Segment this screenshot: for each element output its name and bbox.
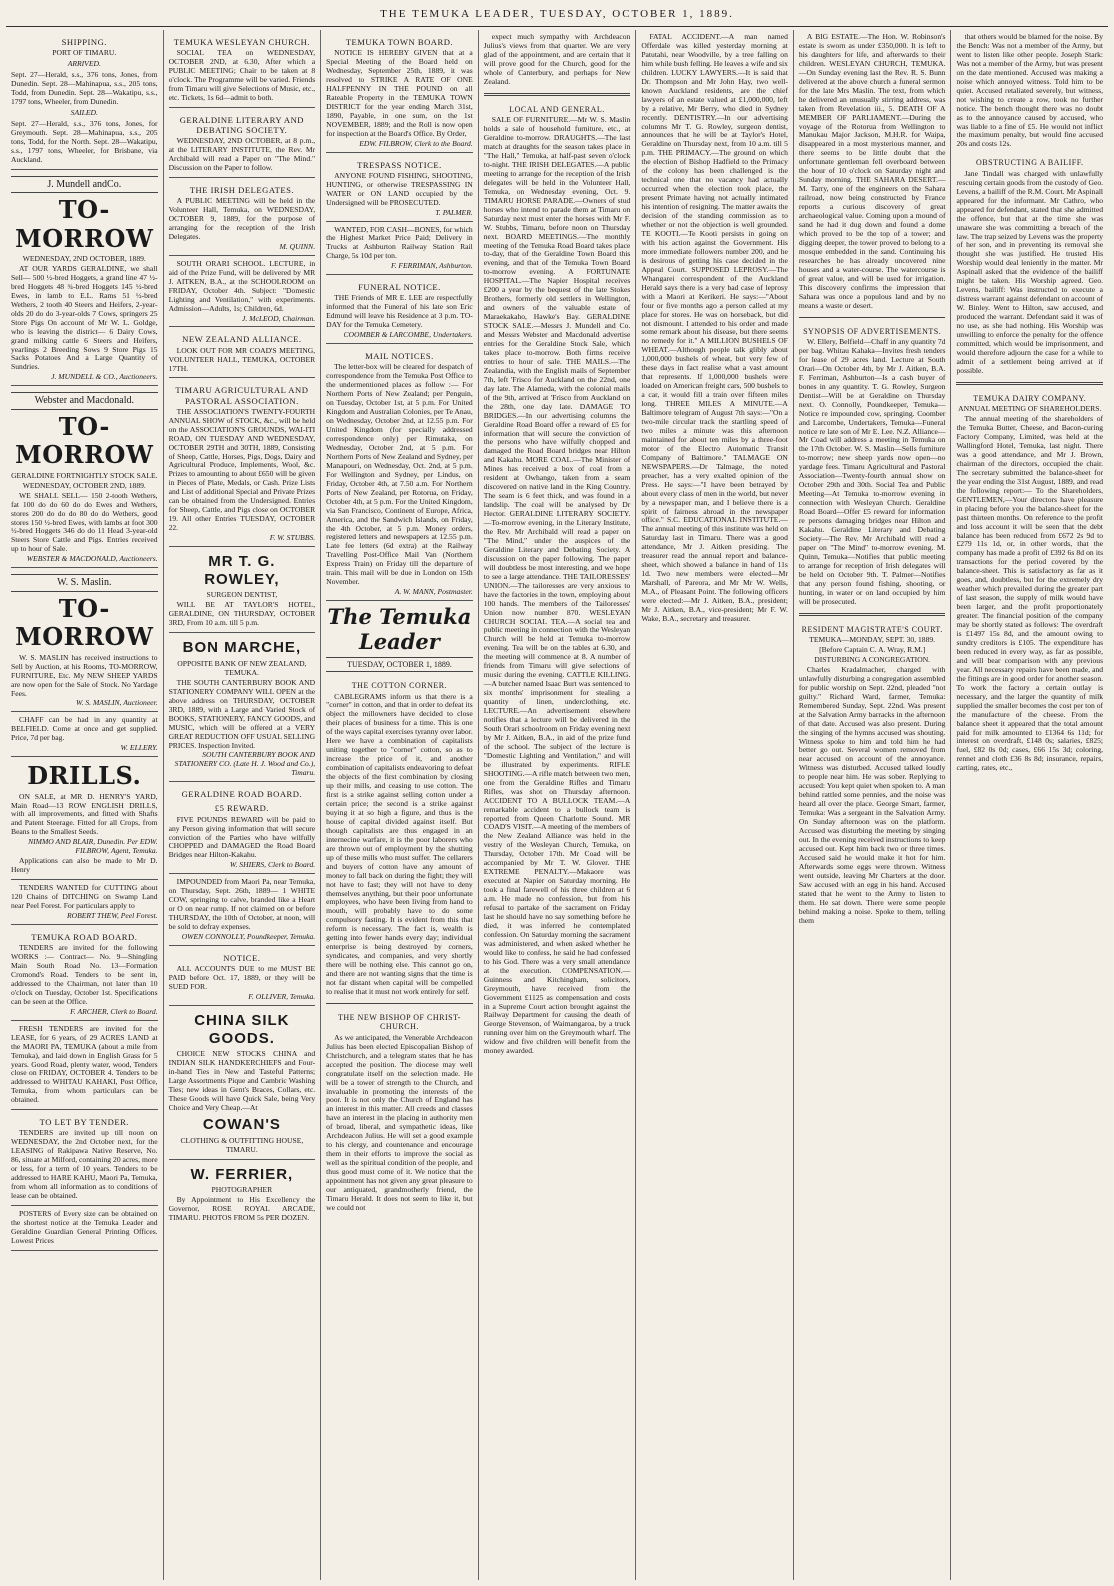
road-board-ad xyxy=(11,925,158,1021)
silk-heading: CHINA SILK GOODS. xyxy=(194,1011,290,1047)
column-7 xyxy=(951,30,1108,1580)
cowan-heading: COWAN'S xyxy=(202,1116,281,1133)
bon-marche-ad xyxy=(169,633,316,782)
mundell-ad xyxy=(11,170,158,387)
wesleyan-ad xyxy=(169,30,316,108)
tomorrow-sub-2: GERALDINE FORTNIGHTLY STOCK SALE. xyxy=(11,470,158,480)
road-board-heading: TEMUKA ROAD BOARD. xyxy=(31,931,138,942)
rm-court-heading: RESIDENT MAGISTRATE'S COURT. xyxy=(801,624,943,634)
column-2 xyxy=(164,30,322,1580)
webster-sig: WEBSTER & MACDONALD, Auctioneers. xyxy=(26,554,158,564)
arrived-text: Sept. 27—Herald, s.s., 376 tons, Jones, from Dunedin. Sept. 28—Mahinapua, s.s., 205 tons, Todd, from Dunedin. Sept. 28—Wakatipu, s.s., 1797 tons, Wheeler, from Dunedin. xyxy=(11,70,158,106)
orari-ad xyxy=(169,256,316,328)
town-board-text: NOTICE IS HEREBY GIVEN that at a Special Meeting of the Board held on Wednesday, September 25th, 1889, it was resolved to STRIKE A RATE OF ONE HALFPENNY IN THE POUND on all Rateable Property in the TEMUKA TOWN DISTRICT for the year ending March 31st, 1890, Payable, in one sum, on the 1st NOVEMBER, 1889; and the Roll is now open for inspection at the Board's Office. By Order, xyxy=(326,48,473,138)
cotton-article xyxy=(326,675,473,1000)
rm-court-text: Charles Kradalmacher, charged with unlawfully disturbing a congregation assembled for public worship on Sept. 22nd, pleaded "not guilty." Richard Ward, farmer, Temuka: Remembered Sunday, Sept. 22nd. Was present at the Salvation Army barracks in the afternoon of that date. Accused was also present. During the singing of the hymns accused was shouting. Witness spoke to him and told him he had better go out. Several women removed from near accused on account of the annoyance. Witness was disturbed. Accused talked loudly to people near him. He was sober. Replying to accused: You kept quiet when spoken to. A man behind rattled some pennies, and the noise was heard all over the place. George Smart, farmer, Temuka: Was a sergeant in the Salvation Army. On Sunday afternoon was on the platform. Accused was disturbing the meeting by singing out. In the evening received instructions to keep accused out. Kept him back two or three times. Accused said he would make it hot for him. Afterwards some eggs were thrown. Witness went outside, leaving Mr Charters at the door. Saw accused with an egg in his hand. Accused stated that he went to the Army to listen to them. He sat down. There were some people behind making a noise. Spoke to them, telling them xyxy=(798,664,946,925)
divider xyxy=(484,93,631,96)
literary-heading: GERALDINE LITERARY AND DEBATING SOCIETY. xyxy=(179,114,305,135)
mail-text: The letter-box will be cleared for despatch of correspondence from the Temuka Post Office to the undermentioned places as follow :— For Northern Ports of New Zealand; per Penguin, on Tuesday, October 1st, at 5 p.m. For United Kingdom and Australian Colonies, per Te Anau, on Wednesday, October 2nd, at 12.55 p.m. For United Kingdom (for specially addressed correspondence only) per Rimutaka, on Wednesday, October 2nd, at 5 p.m. For Northern Ports of New Zealand and Sydney, per Manapouri, on Wednesday, Oct. 2nd, at 5 p.m. For Wellington and Sydney, per Lindus, on Friday, October 4th, at 7.50 a.m. For Northern Ports of New Zealand, per Rotorua, on Friday, October 4th, at 5 p.m. For the United Kingdom, via San Francisco, Continent of Europe, Africa, America, and the Sandwich Islands, on Friday, the 4th October, at 5 p.m. Money orders, registered letters and newspapers at 12.55 p.m. Late fee letters (6d extra) at the Railway Travelling Post-Office Mail Van (Northern Express Train) on Friday till the departure of train. This mail will be due in London on 15th November. xyxy=(326,362,473,587)
mundell-banner: J. Mundell andCo. xyxy=(11,176,158,194)
bon-marche-sub: OPPOSITE BANK OF NEW ZEALAND, TEMUKA. xyxy=(177,658,307,677)
drills-sig: NIMMO AND BLAIR, Dunedin. Per EDW. FILBROW, Agent, Temuka. xyxy=(28,837,158,856)
posters-text: POSTERS of Every size can be obtained on the shortest notice at the Temuka Leader and Geraldine Guardian General Printing Offices. Lowest Prices xyxy=(11,1209,158,1245)
drills-heading: DRILLS. xyxy=(27,761,142,791)
local-general-heading: LOCAL AND GENERAL. xyxy=(509,104,605,114)
irish-ad xyxy=(169,178,316,256)
ferrier-ad xyxy=(169,1160,316,1228)
divider xyxy=(799,613,946,616)
irish-text: A PUBLIC MEETING will be held in the Volunteer Hall, Temuka, on WEDNESDAY, OCTOBER 9, 1889, for the purpose of arranging for the reception of the Irish Delegates. xyxy=(168,196,316,241)
rm-court-date: TEMUKA—MONDAY, SEPT. 30, 1889. xyxy=(809,635,936,645)
trespass-heading: TRESPASS NOTICE. xyxy=(357,159,442,170)
webster-ad xyxy=(11,386,158,568)
tomorrow-heading-1: TO-MORROW xyxy=(15,195,154,253)
rm-court-continued-text: that others would be blamed for the noise. By the Bench: Was not a member of the Army, but went to listen like other people. Joseph Stark: Was not a member of the Army, but was present on the date mentioned. Accused was making a noise which annoyed witness. Told him to be quiet. Accused retaliated severely, but witness, not wishing to create a row, took no further notice. The bench thought there was no doubt as to the annoyance caused by accused, who was liable to a fine of £5. He would not inflict the maximum penalty, but would fine accused 20s and costs 12s. xyxy=(956,32,1104,149)
tomorrow-date-2: WEDNESDAY, OCTOBER 2ND, 1889. xyxy=(22,480,146,490)
geraldine-road-heading: GERALDINE ROAD BOARD. xyxy=(181,789,303,800)
mail-ad xyxy=(326,344,473,601)
irish-sig: M. QUINN. xyxy=(279,241,316,251)
rm-court-continued xyxy=(956,30,1103,152)
town-board-sig: EDW. FILBROW, Clerk to the Board. xyxy=(359,138,473,148)
tomorrow-heading-3: TO-MORROW xyxy=(15,594,154,652)
road-board-sig: F. ARCHER, Clerk to Board. xyxy=(70,1006,158,1016)
maslin-text: W. S. MASLIN has received instructions to Sell by Auction, at his Rooms, TO-MORROW, FURNITURE, Etc. My NEW SHEEP YARDS are now open for the Sale of Stock. No Yardage Fees. xyxy=(11,652,158,698)
ferrier-sub: PHOTOGRAPHER xyxy=(211,1185,273,1195)
wanted-sig: F. FERRIMAN, Ashburton. xyxy=(390,261,473,271)
nz-alliance-ad xyxy=(169,327,316,378)
to-let-heading: TO LET BY TENDER. xyxy=(39,1117,129,1128)
maslin-banner: W. S. Maslin. xyxy=(11,574,158,592)
wesleyan-text: SOCIAL TEA on WEDNESDAY, OCTOBER 2ND, at 6.30, After which a PUBLIC MEETING; Chair to be taken at 8 o'clock. The Programme will be varied. Friends from Timaru will give Selections of Music, etc., etc. Tickets, 1s 6d—admit to both. xyxy=(168,48,316,102)
sailed-label: SAILED. xyxy=(70,107,98,117)
notice-text: ALL ACCOUNTS DUE to me MUST BE PAID before Oct. 17, 1889, or they will be SUED FOR. xyxy=(168,964,316,992)
agri-heading: TIMARU AGRICULTURAL AND PASTORAL ASSOCIATION. xyxy=(175,385,309,406)
obstructing-heading: OBSTRUCTING A BAILIFF. xyxy=(976,158,1084,168)
page-header xyxy=(0,8,1114,20)
mail-heading: MAIL NOTICES. xyxy=(365,351,434,362)
agri-ad xyxy=(169,378,316,547)
irish-heading: THE IRISH DELEGATES. xyxy=(189,184,295,195)
columns xyxy=(6,30,1108,1580)
literary-ad xyxy=(169,108,316,178)
trespass-text: ANYONE FOUND FISHING, SHOOTING, HUNTING, or otherwise TRESPASSING IN WATER or ON LAND occupied by the Undersigned will be PROSECUTED. xyxy=(326,170,473,207)
divider xyxy=(956,382,1103,385)
funeral-heading: FUNERAL NOTICE. xyxy=(358,282,441,293)
column-3 xyxy=(321,30,479,1580)
local-general xyxy=(484,99,631,1060)
notice-heading: NOTICE. xyxy=(223,953,261,963)
maslin-ad xyxy=(11,568,158,712)
drills-text: ON SALE, at MR D. HENRY'S YARD, Main Road—13 ROW ENGLISH DRILLS, with all improvements, and fitted with Shafts and Patent Steerage. Fitted for all Crops, from Beans to the Smallest Seeds. xyxy=(11,791,158,837)
arrived-label: ARRIVED. xyxy=(67,59,101,69)
column-4 xyxy=(479,30,637,1580)
bishop-heading: THE NEW BISHOP OF CHRIST-CHURCH. xyxy=(338,1012,461,1032)
town-board-ad xyxy=(326,30,473,153)
orari-sig: J. McLEOD, Chairman. xyxy=(241,313,316,323)
tomorrow-date-1: WEDNESDAY, 2ND OCTOBER, 1889. xyxy=(22,254,146,263)
paper-date: TUESDAY, OCTOBER 1, 1889. xyxy=(326,657,473,672)
shipping-section xyxy=(11,30,158,170)
tomorrow-heading-2: TO-MORROW xyxy=(15,412,154,470)
obstructing-article xyxy=(956,152,1103,378)
column-6 xyxy=(794,30,952,1580)
cotton-heading: THE COTTON CORNER. xyxy=(351,681,448,691)
column-1 xyxy=(6,30,164,1580)
synopsis xyxy=(799,321,946,610)
notice-ad xyxy=(169,946,316,1006)
local-general-text: SALE OF FURNITURE.—Mr W. S. Maslin holds a sale of household furniture, etc., at Geraldine to-morrow. DRAUGHTS.—The last match at draughts for the season takes place in "The Hall," Temuka, at half-past seven o'clock to-night. THE IRISH DELEGATES.—A public meeting to arrange for the reception of the Irish delegates will be held in the Volunteer Hall, Temuka, on Wednesday evening, Oct. 9. TIMARU HORSE PARADE.—Owners of stud horses who intend to parade them at Timaru on Saturday next must enter the horses with Mr F. W. Stubbs, Timaru, before noon on Thursday next. BOARD MEETINGS.—The monthly meeting of the Temuka Road Board takes place to-day, that of the Geraldine Town Board this evening, and that of the Temuka Town Board to-morrow evening. A FORTUNATE HOSPITAL.—The Napier Hospital receives £200 a year by the bequest of the late Stokes Brothers, formerly old settlers in Wellington, and owners of the valuable estate of Maraekakaho, Hawke's Bay. GERALDINE STOCK SALE.—Messrs J. Mundell and Co. and Messrs Webster and Macdonald advertise entries for the Geraldine Stock Sale, which takes place to-morrow. Both firms receive entries to hour of sale. THE MAILS.—The Zealandia, with the English mails of September 7th, left 'Frisco for Auckland on the 22nd, one day late. The Alameda, with the colonial mails of the 9th, arrived at 'Frisco from Auckland on the 28th, one day late. DAMAGE TO BRIDGES.—In our advertising columns the Geraldine Road Board offer a reward of £5 for information that will secure the conviction of the persons who have wilfully chopped and damaged the Road Board bridges near Hilton and Kakahu. MORE COAL.—The Minister of Mines has received a box of coal from a resident at Owhango, taken from a seam discovered on native land in the King Country. The seam is 6 feet thick, and was found in a landslip. The coal will be analysed by Dr Hector. GERALDINE LITERARY SOCIETY.—To-morrow evening, in the Literary Institute, the Rev. Mr Archibald will read a paper on "The Mind," under the auspices of the Geraldine Literary and Debating Society. A discussion on the paper following. The paper will doubtless be most interesting, and we hope to see a large attendance. THE TAILORESSES' UNION.—The tailoresses are very anxious to have the factories in the town, employing about 100 hands. The members of the Tailoresses' Union now number 870. WESLEYAN CHURCH SOCIAL TEA.—A social tea and public meeting in connection with the Wesleyan Church will be held at Temuka to-morrow evening. Tea will be on the tables at 6.30, and the meeting will commence at 8. A number of friends from Timaru will give selections of music during the evening. CATTLE KILLING.—A butcher named Isaac Burt was sentenced to six months' imprisonment for stealing a quantity of linen, underclothing, etc. LECTURE.—An advertisement elsewhere notifies that a lecture will be delivered in the South Orari schoolroom on Friday evening next by Mr J. Aitken, B.A., in aid of the prize fund of the school. The subject of the lecture is "Domestic Lighting and Ventilation," and will be illustrated by experiments. RIFLE SHOOTING.—A rifle match between two men, one from the Geraldine Rifles and Timaru Rifles, was shot on Thursday afternoon. ACCIDENT TO A BULLOCK TEAM.—A remarkable accident to a bullock team is reported from Queen Charlotte Sound. MR COAD'S VISIT.—A meeting of the members of the New Zealand Alliance was held in the vestry of the Wesleyan Church, Temuka, on Thursday, October 17th. Mr Coad will be accompanied by Mr T. W. Glover. THE EXTREME PENALTY.—Makaore was executed at Napier on Saturday morning. He took a final farewell of his three children at 6 a.m. He made no confession, but from his refusal to partake of the sacrament on Friday last he should have no say something before he died, it was inferred he contemplated confession. On Saturday morning the sacrament was administered, and when asked whether he would like to confess, he said he had confessed to his God. There was a very small attendance at the execution. COMPENSATION.—Guinness and Kitchingham, solicitors, Greymouth, have received from the Government £1125 as compensation and costs in a Supreme Court action brought against the Railway Department for causing the death of George Stevenson, of Waimangaroa, by a truck running over him on the Greymouth wharf. The widow and five children will benefit from the money awarded. xyxy=(483,115,631,1056)
chaff-sig: W. ELLERY. xyxy=(120,743,158,753)
nz-alliance-text: LOOK OUT FOR MR COAD'S MEETING, VOLUNTEER HALL, TEMUKA, OCTOBER 17TH. xyxy=(168,345,316,373)
geraldine-road-ad xyxy=(169,782,316,874)
drills-apply: Applications can also be made to Mr D. Henry xyxy=(11,856,158,875)
dairy-text: The annual meeting of the shareholders of the Temuka Butter, Cheese, and Bacon-curing Factory Company, Limited, was held at the Wallingford Hotel, Temuka, last night. There was a good attendance, and Mr J. Brown, chairman of the directors, occupied the chair. The secretary submitted the balance-sheet for the year ending the 31st August, 1889, and read the following report:— To the Shareholders, GENTLEMEN,—Your directors have pleasure in placing before you the balance-sheet for the past thirteen months. On reference to the profit and loss account it will be seen that the debt balance has been reduced from £672 2s 9d to £279 11s 1d, or, in other words, that the company has made a profit of £392 6s 8d on its transactions for the period covered by the balance-sheet. This is satisfactory as far as it goes, and, doubtless, but for the extremely dry weather which prevailed during the greater part of last season, the supply of milk would have been larger, and the profit proportionately greater. The financial position of the company may be shortly stated as follows: The overdraft is £1497 15s 8d, and the amount owing to sundry creditors is £105. The expenditure has been reduced in every way, as far as possible, and will bear comparison with any previous year. All necessary repairs have been made, and the fittings are in good order for another season. To work the factory a certain outlay is necessary, and the larger the quantity of milk supplied the smaller becomes the cost per ton of the manufacture of the cheese. From the balance sheet it appeared that the total amount paid for milk amounted to £1364 6s 11d; for interest on overdraft, £148 0s; salaries, £825; fuel, £82 0s 0d; cases, £66 15s 3d; coloring, rennet and cloth £36 8s 8d; insurance, repairs, carting, rates, etc., xyxy=(956,414,1104,773)
news-items-text: FATAL ACCIDENT.—A man named Offerdale was killed yesterday morning at Patutahi, near Woodville, by a tree falling on him while bush felling. He leaves a wife and six children. LUCKY LAWYERS.—It is said that Dr. Thompson and Mr John Hay, two well-known Auckland residents, are the chief lawyers of an estate valued at £1,000,000, left by a relative, Mr Berry, who died in Sydney recently. DENTISTRY.—In our advertising columns Mr T. G. Rowley, surgeon dentist, announces that he will be at Taylor's Hotel, Geraldine on Thursday next, from 10 a.m. till 5 p.m. THE PRIMACY.—The ground on which the election of Bishop Hadfield to the Primacy of the colony has been challenged is the technical one that no vacancy had actually occurred when the election took place, the present Primate having not actually intimated his intention of resigning. The matter awaits the decision of the standing commission as to whether or not the objection is well grounded. TE KOOTI.—Te Kooti persists in going on with his action against the Government. His more immediate followers number 200, and he is desirous of getting his case decided in the Appeal Court. SUPPOSED LEPROSY.—The Whangarei correspondent of the Auckland Herald says there is a very bad case of leprosy with a Maori at Kerikeri. He says:—"About four or five months ago a person called at my place for stores. He was on horseback, but did not dismount. I attended to his order and made some remark about his disease, but there seems no remedy for it." A MILLION BUSHELS OF WHEAT.—Although people talk glibly about 1,000,000 bushels of wheat, but very few of these days in fact realise what a vast amount that represents. If 1,000,000 bushels were loaded on American freight cars, 500 bushels to a car, it would fill a train over fifteen miles long. THREE MILES A MINUTE.—A Baltimore telegram of August 7th says:—"On a two-mile circular track the startling speed of two miles a minute was this afternoon maintained for about ten miles by a three-foot motor of the Electro Automatic Transit Company of Baltimore." TALMAGE ON NEWSPAPERS.—Dr Talmage, the noted preacher, has a very exalted opinion of the Press. He says:—"I have been betrayed by about every class of men in the world, but never by a newspaper man, and I believe there is a spirit of fairness abroad in the newspaper office." S.C. EDUCATIONAL INSTITUTE.—The annual meeting of this institute was held on Saturday last in Timaru. There was a good attendance, Mr J. Aitken presiding. The treasurer read the annual report and balance-sheet, which showed a balance in hand of 11s 1d. Two new members were elected—Mr Marshall, of Pareora, and Mr Mr W. Wells, M.A., of Pleasant Point. The following officers were elected:—Mr J. Aitken, B.A., president; Mr J. Aitken, B.A., vice-president; Mr F. W. Wake, B.A., secretary and treasurer. xyxy=(641,32,788,623)
bishop-article xyxy=(326,1007,473,1216)
agri-text: THE ASSOCIATION'S TWENTY-FOURTH ANNUAL SHOW of STOCK, &c., will be held on the ASSOCIATION'S GROUNDS, WAI-ITI ROAD, ON TUESDAY AND WEDNESDAY, OCTOBER 29TH and 30TH, 1889, Consisting of Sheep, Cattle, Horses, Pigs, Dogs, Dairy and Agricultural Produce, Implements, Wool, &c. Prizes to amounting to about £650 will be given in Pieces of Plate, Medals, or Cash. Prize Lists and List of additional Special and Private Prizes can be obtained from the Undersigned. Entries for Sheep, Cattle, and Pigs close on OCTOBER 19. All other Entries TUESDAY, OCTOBER 22. xyxy=(168,406,316,533)
news-items xyxy=(641,30,788,627)
mundell-sig: J. MUNDELL & CO., Auctioneers. xyxy=(51,372,158,382)
rm-court-before: [Before Captain C. A. Wray, R.M.] xyxy=(819,644,926,654)
impounded-text: IMPOUNDED from Maori Pa, near Temuka, on Thursday, Sept. 26th, 1889— 1 WHITE COW, springing to calve, branded like a Heart or O on near rump. If not claimed on or before THURSDAY, the 10th of October, at noon, will be sold to defray expenses. xyxy=(168,877,316,932)
funeral-sig: COOMBER & LARCOMBE, Undertakers. xyxy=(343,330,473,340)
funeral-text: THE Friends of MR E. LEE are respectfully informed that the Funeral of his late son Eric Edmund will leave his Residence at 3 p.m. TO-DAY for the Temuka Cemetery. xyxy=(326,293,473,330)
webster-banner: Webster and Macdonald. xyxy=(11,392,158,410)
shipping-port: PORT OF TIMARU. xyxy=(52,48,117,58)
synopsis-heading: SYNOPSIS OF ADVERTISEMENTS. xyxy=(803,326,942,336)
webster-text: WE SHALL SELL— 150 2-tooth Wethers, fat 100 do do 60 do do Ewes and Wethers, stores 200 do do do 80 do do Wethers, good stores 150 ½-bred Ewes, with lambs at foot 300 ½-bred Hoggets 346 do do 11 Head 3-year-old Steers Store Cattle and Pigs. Entries received up to hour of Sale. xyxy=(11,490,158,554)
fresh-tenders-ad xyxy=(11,1021,158,1111)
to-let-ad xyxy=(11,1110,158,1206)
maslin-sig: W. S. MASLIN, Auctioneer. xyxy=(75,698,158,708)
wanted-ad xyxy=(326,222,473,276)
impounded-sig: OWEN CONNOLLY, Poundkeeper, Temuka. xyxy=(181,932,316,942)
rowley-sub: SURGEON DENTIST, xyxy=(206,590,278,600)
bishop-text: As we anticipated, the Venerable Archdeacon Julius has been elected Episcopalian Bishop of Christchurch, and a telegram states that he has accepted the position. The diocese may well congratulate itself on the selection made. He will be a tower of strength to the Church, and invaluable in promoting the interests of the poor. It is not only the Church of England has an interest in this matter. All creeds and classes have an interest in the placing in authority men of broad, liberal, and sympathetic ideas, like Archdeacon Julius. He will set a good example to his clergy, and countenance and encourage them in their efforts to improve the social as well as the spiritual condition of the people, and thus good must come of it. We notice that the appointment has not given any great pleasure to our antiquated, grandmotherly friend, the Timaru Herald. It does not seem to like it, but we could not xyxy=(326,1032,473,1212)
sailed-text: Sept. 27—Herald, s.s., 376 tons, Jones, for Greymouth. Sept. 28—Mahinapua, s.s., 205 tons, Todd, for the North. Sept. 28—Wakatipu, s.s., 1797 tons, Wheeler, for Brisbane, via Auckland. xyxy=(11,118,158,164)
to-let-text: TENDERS are invited up till noon on WEDNESDAY, the 2nd October next, for the LEASING of Rakipawa Native Reserve, No. 86, situate at Milford, containing 20 acres, more or less, for a term of 10 years. Tenders to be addressed to HARE KAHU, Maori Pa, Temuka, from whom all information as to conditions of lease can be obtained. xyxy=(11,1128,158,1201)
literary-text: WEDNESDAY, 2ND OCTOBER, at 8 p.m., at the LITERARY INSTITUTE, the Rev. Mr Archibald will read a Paper on "The Mind." Discussion on the Paper to follow. xyxy=(168,136,316,172)
dairy-article xyxy=(956,388,1103,777)
column-5 xyxy=(636,30,794,1580)
ferrier-heading: W. FERRIER, xyxy=(190,1165,294,1183)
shipping-title: SHIPPING. xyxy=(61,37,107,47)
synopsis-text: W. Ellery, Belfield—Chaff in any quantity 7d per bag. Whitau Kahaka—Invites fresh tenders for lease of 29 acres land. Lecture at South Orari—On October 4th, by Mr J. Aitken, B.A. F. Ferriman, Ashburton—Is a cash buyer of bones in any quantity. T. G. Rowley, Surgeon Dentist—Will be at Geraldine on Thursday next. O. Connolly, Poundkeeper, Temuka—Notice re impounded cow, springing. Coomber and Larcombe, Undertakers, Temuka—Funeral notice re late son of Mr E. Lee. N.Z. Alliance—Mr Coad will address a meeting in Temuka on the 17th October. W. S. Maslin—Sells furniture to-morrow; new sheep yards now open—no yardage fees. Timaru Agricultural and Pastoral Association—Twenty-fourth annual show on October 29th and 30th. Social Tea and Public Meeting—At Temuka to-morrow evening in connection with Wesleyan Church. Geraldine Road Board—Offer £5 reward for information re persons damaging bridges near Hilton and Kakahu. Geraldine Literary and Debating Society—The Rev. Mr Archibald will read a paper on "The Mind" to-morrow evening. M. Quinn, Temuka—Notifies that public meeting to arrange for reception of Irish delegates will be held on October 9th. T. Palmer—Notifies that any person found fishing, shooting, or hunting, in water or on land occupied by him will be prosecuted. xyxy=(798,336,946,606)
divider xyxy=(799,317,946,318)
mundell-text: AT OUR YARDS GERALDINE, we shall Sell— 500 ½-bred Hoggets, a grand line 47 ½-bred Hoggets 48 ¾-bred Hoggets 145 ½-bred Ewes, in lamb to E.L. Rams 51 ½-bred Wethers, 2 tooth 40 Steers and Heifers, 2-year-olds 20 do do 3-year-olds 7 Cows, springers 25 Store Pigs On account of Mr W. L. Goldge, who is leaving the district— 6 Dairy Cows, grand milking cattle 6 Steers and Heifers, yearlings 2 Breeding Sows 9 Store Pigs 15 Sacks Potatoes And a Large Quantity of Sundries. xyxy=(11,263,158,372)
chaff-text: CHAFF can be had in any quantity at BELFIELD. Come at once and get supplied. Price, 7d per bag. xyxy=(11,715,158,743)
nz-alliance-heading: NEW ZEALAND ALLIANCE. xyxy=(182,334,302,345)
paper-title: The Temuka Leader xyxy=(327,604,472,654)
notice-sig: F. OLLIVER, Temuka. xyxy=(248,992,316,1001)
drills-ad xyxy=(11,757,158,880)
fresh-tenders-text: FRESH TENDERS are invited for the LEASE, for 6 years, of 29 ACRES LAND at the MAORI PA, TEMUKA (about a mile from Temuka), and laid down in English Grass for 5 years. Good Road, plenty water, wood, Tenders close on FRIDAY, OCTOBER 4. Tenders to be addressed to WHITAU KAHAKI, Post Office, Temuka, from whom particulars can be obtained. xyxy=(11,1023,158,1105)
cowan-sub: CLOTHING & OUTFITTING HOUSE, TIMARU. xyxy=(180,1135,304,1154)
rm-court xyxy=(799,619,946,929)
trespass-ad xyxy=(326,153,473,222)
reward-heading: £5 REWARD. xyxy=(214,803,269,814)
dairy-sub: ANNUAL MEETING OF SHAREHOLDERS. xyxy=(958,404,1102,414)
bishop-continued xyxy=(484,30,631,90)
agri-sig: F. W. STUBBS. xyxy=(269,533,316,543)
cotton-text: CABLEGRAMS inform us that there is a "corner" in cotton, and that in order to defeat its object the millowners have decided to close their places of business for a time. This is one of the ways capital exercises tyranny over labor. Here we have a combination of capitalists uniting together to "corner" cotton, so as to increase the price of it, and another combination of capitalists endeavoring to defeat the objects of the first combination by closing up their mills, and ceasing to use cotton. The first is a strike against selling cotton under a certain price; the second is a strike against buying it at so high a figure, and thus is the house of capital divided against itself. But though capitalists are thus engaged in an internecine warfare, it is the poor laborers who are thrown out of employment by the shutting up of these mills who must suffer. The cellarers and buyers of cotton have any amount of money to fall back on during the fight; they will not have to fast; they will not have to deny themselves anything, but their poor unfortunate employees, who have been living from hand to mouth, will probably have to do some compulsory fasting. It is evident from this that reform is necessary. The fact is, wealth is getting into fewer hands every day; individual enterprise is being destroyed by corners, syndicates, and companies, and very shortly there will be nothing else. This cannot go on, and there are not wanting signs that the time is not far distant when capital will be compelled to realise that it must not work entirely for self. xyxy=(326,691,473,996)
rm-court-sub: DISTURBING A CONGREGATION. xyxy=(814,654,931,664)
funeral-ad xyxy=(326,275,473,344)
reward-text: FIVE POUNDS REWARD will be paid to any Person giving information that will secure conviction of the Parties who have wilfully CHOPPED and DAMAGED the Road Board Bridges near Hilton-Kakahu. xyxy=(168,814,316,860)
posters-ad xyxy=(11,1206,158,1251)
news-items-2 xyxy=(799,30,946,314)
header-rule xyxy=(6,26,1108,27)
road-board-text: TENDERS are invited for the following WORKS :— Contract— No. 9—Shingling Main South Road No. 13—Formation Cromond's Road. Tenders to be sent in, addressed to the Chairman, not later than 10 o'clock on Tuesday, October 1st. Specifications can be seen at the Office. xyxy=(11,943,158,1006)
reward-sig: W. SHIERS, Clerk to Board. xyxy=(229,860,316,870)
silk-ad xyxy=(169,1006,316,1160)
tenders-ditching-sig: ROBERT THEW, Peel Forest. xyxy=(66,911,158,920)
orari-text: SOUTH ORARI SCHOOL. LECTURE, in aid of the Prize Fund, will be delivered by MR J. AITKEN, B.A., at the SCHOOLROOM on FRIDAY, October 4th. Subject: "Domestic Lighting and Ventilation," with experiments. Admission—Adults, 1s; Children, 6d. xyxy=(168,258,316,313)
ferrier-text: By Appointment to His Excellency the Governor, ROSE ROYAL ARCADE, TIMARU. PHOTOS FROM 5s PER DOZEN. xyxy=(168,1195,316,1223)
divider xyxy=(326,1003,473,1004)
chaff-ad xyxy=(11,712,158,757)
rowley-ad xyxy=(169,547,316,633)
tenders-ditching-text: TENDERS WANTED for CUTTING about 120 Chains of DITCHING on Swamp Land near Peel Forest. For particulars apply to xyxy=(11,883,158,911)
bon-marche-sig: SOUTH CANTERBURY BOOK AND STATIONERY CO. (Late H. J. Wood and Co.), Timaru. xyxy=(174,750,316,778)
mail-sig: A. W. MANN, Postmaster. xyxy=(394,587,473,597)
silk-text: CHOICE NEW STOCKS CHINA and INDIAN SILK HANDKERCHIEFS and Four-in-hand Ties in New and Tasteful Patterns; Large Assortments Pique and Cambric Washing Ties; new ideas in Gent's Braces, Collars, etc. These Goods will have Quick Sale, being Very Choice and Very Cheap.—At xyxy=(168,1049,316,1113)
town-board-heading: TEMUKA TOWN BOARD. xyxy=(345,37,454,47)
wesleyan-heading: TEMUKA WESLEYAN CHURCH. xyxy=(173,37,310,47)
impounded-ad xyxy=(169,874,316,946)
bishop-continued-text: expect much sympathy with Archdeacon Julius's views from that quarter. We are very glad of the appointment, and are certain that it will prove good for the Church, good for the whole of Canterbury, and perhaps for New Zealand. xyxy=(483,32,631,86)
dairy-heading: TEMUKA DAIRY COMPANY. xyxy=(973,393,1087,403)
trespass-sig: T. PALMER. xyxy=(435,207,473,217)
wanted-text: WANTED, FOR CASH—BONES, for which the Highest Market Price Paid; Delivery in Trucks at Ashburton Railway Station Rail Charge, 5s 10d per ton. xyxy=(326,224,473,261)
rowley-text: WILL BE AT TAYLOR'S HOTEL, GERALDINE, ON THURSDAY, OCTOBER 3RD, From 10 a.m. till 5 p.m. xyxy=(168,600,316,628)
rowley-heading: MR T. G. ROWLEY, xyxy=(204,553,280,588)
obstructing-text: Jane Tindall was charged with unlawfully rescuing certain goods from the custody of Geo. Levens, a bailiff of the R.M. Court. Mr Aspinall appeared for the informant. Mr Cathro, who appeared for defendant, stated that she admitted the offence, but that at the time she was unaware she was committing a breach of the law. The trap seized by Levens was the property of her son, and in preventing its removal she thought she was justified. He trusted His Worship would deal leniently in the matter. Mr Aspinall asked that the evidence of the bailiff might be taken. His Worship agreed. Geo. Levens, bailiff: Was instructed to execute a distress warrant against defendant on account of W. Binley. Went to Hilton, saw accused, and produced the warrant. Defendant said it was of no use, as she had nothing. His Worship was unwilling to enforce the penalty for the offence committed, which would be imprisonment, and would therefore adjourn the case for a while to admit of a settlement being arrived at if possible. xyxy=(956,168,1104,375)
bon-marche-heading: BON MARCHE, xyxy=(182,639,302,657)
header-title: THE TEMUKA LEADER, TUESDAY, OCTOBER 1, 1889. xyxy=(380,8,734,20)
news-items-2-text: A BIG ESTATE.—The Hon. W. Robinson's estate is sworn as under £350,000. It is left to his daughters for life, and afterwards to their children. WESLEYAN CHURCH, TEMUKA.—On Sunday evening last the Rev. R. S. Bunn delivered at the above church a funeral sermon for the late Mrs Maslin. The text, from which he delivered an unusually stirring address, was taken from Revelation iii., 5. DEATH OF A MEMBER OF PARLIAMENT.—During the voyage of the Rotorua from Wellington to Manukau Major Jackson, M.H.R. for Waipa, disappeared in a most mysterious manner, and there seems to be little doubt that the unfortunate gentleman fell overboard between the hour of 10 o'clock on Saturday night and Sunday morning. THE SAHARA DESERT.—M. Tarry, one of the engineers on the Sahara railroad, now being constructed by France reports a curious discovery of great archaeological value. Coming upon a mound of sand he had it dug down and found a dome which proved to be the top of a tower; and digging deeper, the tower proved to belong to a mosque embedded in the sand. Continuing his researches he has already uncovered nine houses and a water-course. The watercourse is of great value, and will be used for irrigation. This discovery confirms the impression that Sahara was once a populous land and by no means a waste or desert. xyxy=(798,32,946,310)
bon-marche-text: THE SOUTH CANTERBURY BOOK AND STATIONERY COMPANY WILL OPEN at the above address on THURSDAY, OCTOBER 3RD, 1889, with a Large and Varied Stock of BOOKS, STATIONERY, FANCY GOODS, and MUSIC, which will be offered at a VERY GREAT REDUCTION OFF USUAL SELLING PRICES. Inspection Invited. xyxy=(168,677,316,750)
tenders-ditching-ad xyxy=(11,880,158,925)
